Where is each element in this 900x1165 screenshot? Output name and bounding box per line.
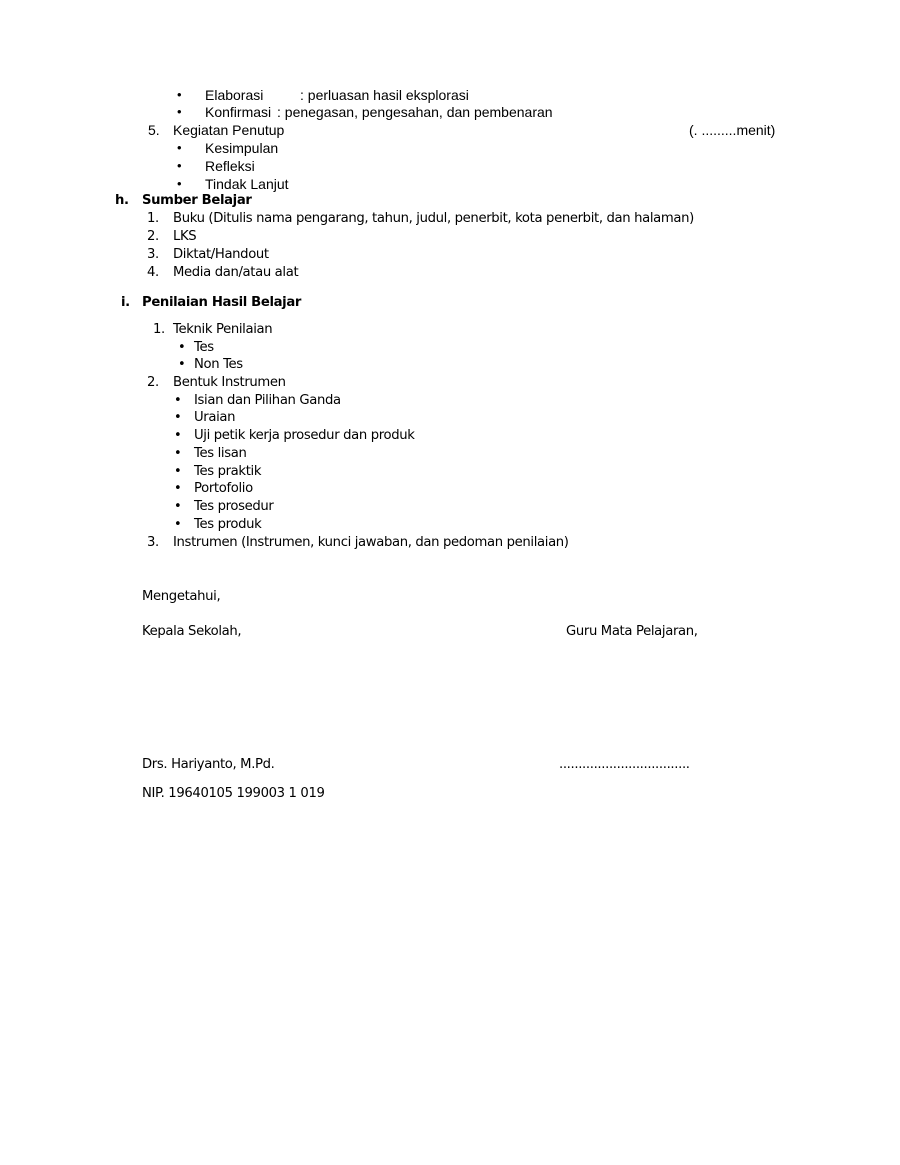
penutup-duration: (. .........menit): [689, 122, 776, 138]
list-subitem: Tes praktik: [194, 464, 262, 479]
list-subitem: Portofolio: [194, 481, 253, 496]
list-number: 4.: [147, 265, 159, 280]
list-subitem: Tes: [194, 340, 214, 355]
list-subitem: Uji petik kerja prosedur dan produk: [194, 428, 415, 443]
section-title-sumber-belajar: Sumber Belajar: [142, 193, 252, 208]
penutup-bullet: Kesimpulan: [205, 140, 279, 156]
list-subitem: Isian dan Pilihan Ganda: [194, 393, 341, 408]
acknowledged-label: Mengetahui,: [142, 589, 221, 604]
konfirmasi-desc: : penegasan, pengesahan, dan pembenaran: [277, 104, 553, 120]
elaborasi-term: Elaborasi: [205, 87, 264, 103]
bullet-icon: •: [174, 499, 182, 514]
bullet-icon: •: [177, 176, 182, 191]
list-item: Bentuk Instrumen: [173, 375, 286, 390]
bullet-icon: •: [177, 104, 182, 119]
penutup-bullet: Refleksi: [205, 158, 255, 174]
konfirmasi-term: Konfirmasi: [205, 104, 272, 120]
section-marker-i: i.: [121, 295, 130, 310]
bullet-icon: •: [178, 357, 186, 372]
principal-nip: NIP. 19640105 199003 1 019: [142, 786, 325, 801]
list-subitem: Non Tes: [194, 357, 243, 372]
section-title-penilaian: Penilaian Hasil Belajar: [142, 295, 302, 310]
bullet-icon: •: [177, 87, 182, 102]
penutup-bullet: Tindak Lanjut: [205, 176, 289, 192]
teacher-name-placeholder: ..................................: [559, 757, 690, 772]
bullet-icon: •: [174, 410, 182, 425]
section-marker-h: h.: [115, 193, 129, 208]
penutup-number: 5.: [148, 122, 160, 138]
principal-role: Kepala Sekolah,: [142, 624, 242, 639]
list-number: 2.: [147, 375, 159, 390]
list-subitem: Tes lisan: [194, 446, 247, 461]
list-item: Buku (Ditulis nama pengarang, tahun, judul, penerbit, kota penerbit, dan halaman): [173, 211, 694, 226]
bullet-icon: •: [177, 158, 182, 173]
list-number: 1.: [153, 322, 165, 337]
bullet-icon: •: [178, 340, 186, 355]
elaborasi-desc: : perluasan hasil eksplorasi: [300, 87, 469, 103]
list-item: Media dan/atau alat: [173, 265, 299, 280]
list-subitem: Tes prosedur: [194, 499, 274, 514]
bullet-icon: •: [174, 481, 182, 496]
teacher-role: Guru Mata Pelajaran,: [566, 624, 698, 639]
penutup-label: Kegiatan Penutup: [173, 122, 285, 138]
list-number: 1.: [147, 211, 159, 226]
list-number: 3.: [147, 247, 159, 262]
bullet-icon: •: [174, 393, 182, 408]
list-number: 3.: [147, 535, 159, 550]
bullet-icon: •: [174, 517, 182, 532]
list-item: Diktat/Handout: [173, 247, 269, 262]
list-subitem: Tes produk: [194, 517, 262, 532]
bullet-icon: •: [174, 446, 182, 461]
bullet-icon: •: [174, 464, 182, 479]
principal-name: Drs. Hariyanto, M.Pd.: [142, 757, 275, 772]
list-number: 2.: [147, 229, 159, 244]
bullet-icon: •: [174, 428, 182, 443]
bullet-icon: •: [177, 140, 182, 155]
list-item: LKS: [173, 229, 197, 244]
list-item: Teknik Penilaian: [173, 322, 273, 337]
list-item: Instrumen (Instrumen, kunci jawaban, dan pedoman penilaian): [173, 535, 569, 550]
list-subitem: Uraian: [194, 410, 236, 425]
